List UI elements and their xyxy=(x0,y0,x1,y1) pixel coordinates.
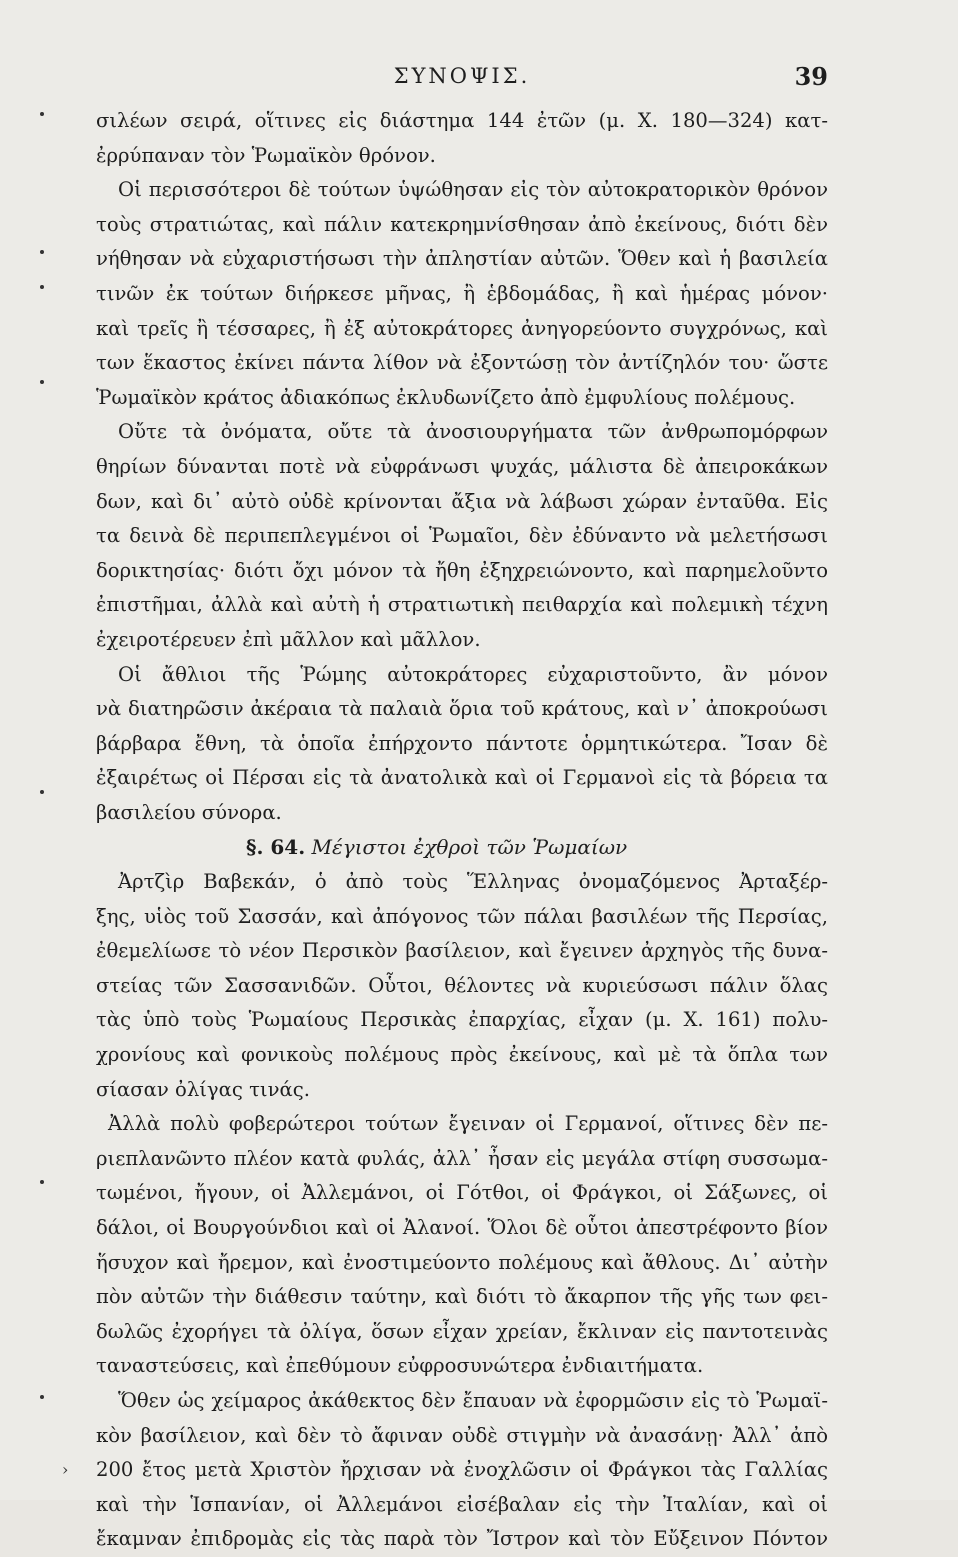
page-header xyxy=(96,62,828,96)
text-line: δορικτησίας· διότι ὄχι μόνον τὰ ἤθη ἐξηχρειώνοντο, καὶ παρημελοῦντο xyxy=(96,558,828,582)
text-line: ριεπλανῶντο πλέον κατὰ φυλάς, ἀλλ᾽ ἦσαν εἰς μεγάλα στίφη συσσωμα- xyxy=(96,1146,828,1170)
text-line: καὶ τὴν Ἱσπανίαν, οἱ Ἀλλεμάνοι εἰσέβαλαν εἰς τὴν Ἰταλίαν, καὶ οἱ xyxy=(96,1492,828,1516)
text-line: τινῶν ἐκ τούτων διήρκεσε μῆνας, ἢ ἑβδομάδας, ἢ καὶ ἡμέρας μόνον· xyxy=(96,281,828,305)
text-line: ἐπιστῆμαι, ἀλλὰ καὶ αὐτὴ ἡ στρατιωτικὴ πειθαρχία καὶ πολεμικὴ τέχνη xyxy=(96,593,828,617)
text-line: Ἀρτζὶρ Βαβεκάν, ὁ ἀπὸ τοὺς Ἕλληνας ὀνομαζόμενος Ἀρταξέρ- xyxy=(118,870,828,894)
text-line: τωμένοι, ἤγουν, οἱ Ἀλλεμάνοι, οἱ Γότθοι, οἱ Φράγκοι, οἱ Σάξωνες, οἱ xyxy=(96,1181,828,1205)
text-line: Ῥωμαϊκὸν κράτος ἀδιακόπως ἐκλυδωνίζετο ἀπὸ ἐμφυλίους πολέμους. xyxy=(96,385,796,409)
text-line: ἐξαιρέτως οἱ Πέρσαι εἰς τὰ ἀνατολικὰ καὶ οἱ Γερμανοὶ εἰς τὰ βόρεια τα xyxy=(96,766,828,790)
text-line: χρονίους καὶ φονικοὺς πολέμους πρὸς ἐκείνους, καὶ μὲ τὰ ὅπλα των xyxy=(96,1043,828,1067)
margin-mark: › xyxy=(62,1460,69,1479)
margin-speck xyxy=(40,285,44,289)
margin-speck xyxy=(40,790,44,794)
text-line: στείας τῶν Σασσανιδῶν. Οὗτοι, θέλοντες νὰ κυριεύσωσι πάλιν ὅλας xyxy=(96,973,828,997)
text-line: βασιλείου σύνορα. xyxy=(96,800,282,824)
running-title: ΣΥΝΟΨΙΣ. xyxy=(393,64,531,88)
text-line: νήθησαν νὰ εὐχαριστήσωσι τὴν ἀπληστίαν αὐτῶν. Ὅθεν καὶ ἡ βασιλεία xyxy=(96,247,828,271)
margin-speck xyxy=(40,1395,44,1399)
text-line: Οὔτε τὰ ὀνόματα, οὔτε τὰ ἀνοσιουργήματα τῶν ἀνθρωπομόρφων xyxy=(118,420,828,444)
text-line: νὰ διατηρῶσιν ἀκέραια τὰ παλαιὰ ὅρια τοῦ κράτους, καὶ ν᾽ ἀποκρούωσι xyxy=(96,697,828,721)
section-title: Μέγιστοι ἐχθροὶ τῶν Ῥωμαίων xyxy=(311,835,628,860)
text-line: σιλέων σειρά, οἵτινες εἰς διάστημα 144 ἐτῶν (μ. Χ. 180—324) κατ- xyxy=(96,109,828,132)
margin-speck xyxy=(40,250,44,254)
text-line: τοὺς στρατιώτας, καὶ πάλιν κατεκρημνίσθησαν ἀπὸ ἐκείνους, διότι δὲν xyxy=(96,212,828,236)
text-line: των ἕκαστος ἐκίνει πάντα λίθον νὰ ἐξοντώσῃ τὸν ἀντίζηλόν του· ὥστε xyxy=(96,351,828,375)
page-number: 39 xyxy=(794,62,828,91)
text-line: σίασαν ὀλίγας τινάς. xyxy=(96,1077,310,1101)
text-line: ἐχειροτέρευεν ἐπὶ μᾶλλον καὶ μᾶλλον. xyxy=(96,627,481,651)
margin-speck xyxy=(40,380,44,384)
text-line: κὸν βασίλειον, καὶ δὲν τὸ ἄφιναν οὐδὲ στιγμὴν νὰ ἀνασάνῃ· Ἀλλ᾽ ἀπὸ xyxy=(96,1423,828,1447)
text-line: ξης, υἱὸς τοῦ Σασσάν, καὶ ἀπόγονος τῶν πάλαι βασιλέων τῆς Περσίας, xyxy=(96,904,828,928)
text-line: ταναστεύσεις, καὶ ἐπεθύμουν εὐφροσυνώτερα ἐνδιαιτήματα. xyxy=(96,1354,704,1378)
text-line: Οἱ περισσότεροι δὲ τούτων ὑψώθησαν εἰς τὸν αὐτοκρατορικὸν θρόνον xyxy=(118,178,828,202)
text-line: ἐρρύπαναν τὸν Ῥωμαϊκὸν θρόνον. xyxy=(96,143,436,167)
text-line: δωλῶς ἐχορήγει τὰ ὀλίγα, ὅσων εἶχαν χρείαν, ἔκλιναν εἰς παντοτεινὰς xyxy=(96,1319,828,1343)
text-line: Ἀλλὰ πολὺ φοβερώτεροι τούτων ἔγειναν οἱ Γερμανοί, οἵτινες δὲν πε- xyxy=(108,1112,828,1136)
text-line: Οἱ ἄθλιοι τῆς Ῥώμης αὐτοκράτορες εὐχαριστοῦντο, ἂν μόνον xyxy=(118,662,828,686)
margin-speck xyxy=(40,1180,44,1184)
text-line: θηρίων δύνανται ποτὲ νὰ εὐφράνωσι ψυχάς, μάλιστα δὲ ἀπειροκάκων xyxy=(96,454,828,478)
section-heading xyxy=(96,830,828,865)
text-line: Ὅθεν ὡς χείμαρος ἀκάθεκτος δὲν ἔπαυαν νὰ ἐφορμῶσιν εἰς τὸ Ῥωμαϊ- xyxy=(118,1388,828,1412)
body-text xyxy=(96,104,828,1557)
text-line: ἔκαμναν ἐπιδρομὰς εἰς τὰς παρὰ τὸν Ἴστρον καὶ τὸν Εὔξεινον Πόντον xyxy=(96,1527,828,1551)
text-line: βάρβαρα ἔθνη, τὰ ὁποῖα ἐπήρχοντο πάντοτε ὁρμητικώτερα. Ἴσαν δὲ xyxy=(96,731,828,755)
text-line: καὶ τρεῖς ἢ τέσσαρες, ἢ ἐξ αὐτοκράτορες ἀνηγορεύοντο συγχρόνως, καὶ xyxy=(96,316,828,340)
text-line: πὸν αὐτῶν τὴν διάθεσιν ταύτην, καὶ διότι τὸ ἄκαρπον τῆς γῆς των φει- xyxy=(96,1285,828,1309)
section-number: §. 64. xyxy=(246,835,306,860)
margin-speck xyxy=(40,112,44,116)
text-line: ἥσυχον καὶ ἤρεμον, καὶ ἐνοστιμεύοντο πολέμους καὶ ἄθλους. Δι᾽ αὐτὴν xyxy=(96,1250,828,1274)
text-line: 200 ἔτος μετὰ Χριστὸν ἤρχισαν νὰ ἐνοχλῶσιν οἱ Φράγκοι τὰς Γαλλίας xyxy=(96,1458,828,1482)
text-line: τα δεινὰ δὲ περιπεπλεγμένοι οἱ Ῥωμαῖοι, δὲν ἐδύναντο νὰ μελετήσωσι xyxy=(96,524,828,548)
text-line: ἐθεμελίωσε τὸ νέον Περσικὸν βασίλειον, καὶ ἔγεινεν ἀρχηγὸς τῆς δυνα- xyxy=(96,939,828,963)
text-line: δάλοι, οἱ Βουργούνδιοι καὶ οἱ Ἀλανοί. Ὅλοι δὲ οὗτοι ἀπεστρέφοντο βίον xyxy=(96,1216,828,1239)
text-line: τὰς ὑπὸ τοὺς Ῥωμαίους Περσικὰς ἐπαρχίας, εἶχαν (μ. Χ. 161) πολυ- xyxy=(96,1008,828,1032)
text-line: δων, καὶ δι᾽ αὐτὸ οὐδὲ κρίνονται ἄξια νὰ λάβωσι χώραν ἐνταῦθα. Εἰς xyxy=(96,489,828,513)
